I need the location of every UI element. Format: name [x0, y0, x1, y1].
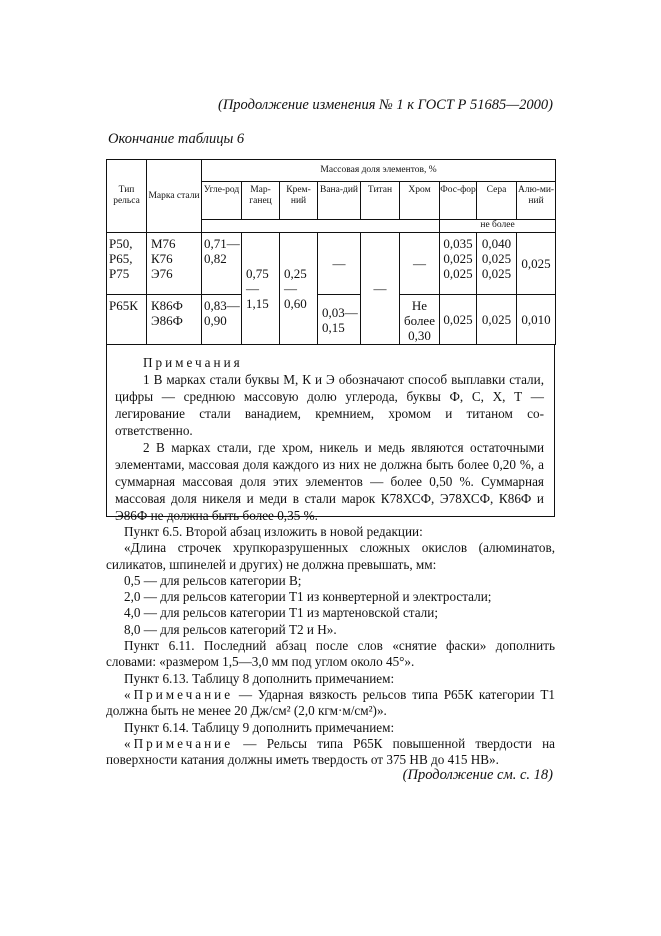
group1-types: Р50, Р65, Р75 — [107, 233, 147, 295]
group2-phosphorus: 0,025 — [440, 295, 477, 345]
col-sulfur: Сера — [477, 182, 517, 220]
col-type-header: Тип рельса — [107, 160, 147, 233]
col-titanium: Титан — [361, 182, 400, 220]
silicon-value: 0,25— 0,60 — [280, 233, 318, 345]
group1-sulfur: 0,040 0,025 0,025 — [477, 233, 517, 295]
group2-grades: К86Ф Э86Ф — [147, 295, 202, 345]
p65-heading: Пункт 6.5. Второй абзац изложить в новой редакции: — [124, 524, 423, 539]
group2-type: Р65К — [107, 295, 147, 345]
group1-aluminum: 0,025 — [517, 233, 556, 295]
notes-title: Примечания — [143, 355, 243, 370]
p613-note: «Примечание — Ударная вязкость рельсов типа Р65К категории Т1 должна быть не менее 20 Дж/см² (2,0 кгм·м/см²)». — [106, 686, 555, 719]
p65-item-3: 4,0 — для рельсов категории Т1 из мартеновской стали; — [124, 605, 438, 621]
group2-sulfur: 0,025 — [477, 295, 517, 345]
p613-heading: Пункт 6.13. Таблицу 8 дополнить примечанием: — [124, 670, 395, 686]
note-2: 2 В марках стали, где хром, никель и медь являются остаточными элементами, массовая доля каждого из них не должна быть более 0,20 %, а суммарная массовая доля этих элементов — более 0,50 %. Суммарная массовая доля никеля и меди в стали марок К78ХСФ, Э78ХСФ, К86Ф и Э86Ф не должна быть более 0,35 %. — [115, 440, 544, 523]
p65-text: «Длина строчек хрупкоразрушенных сложных окислов (алюминатов, силикатов, шпинелей и других) не должна превышать, мм: — [106, 540, 555, 572]
group2-carbon: 0,83— 0,90 — [202, 295, 242, 345]
p65-item-1: 0,5 — для рельсов категории В; — [124, 572, 302, 588]
amendment-text — [106, 524, 555, 768]
group1-carbon: 0,71— 0,82 — [202, 233, 242, 295]
p614-heading: Пункт 6.14. Таблицу 9 дополнить примечанием: — [124, 719, 395, 735]
col-vanadium: Вана-дий — [318, 182, 361, 220]
group1-grades: М76 К76 Э76 — [147, 233, 202, 295]
group2-chromium: Не более 0,30 — [400, 295, 440, 345]
not-more-label: не более — [440, 220, 556, 233]
col-manganese: Мар-ганец — [242, 182, 280, 220]
group2-vanadium: 0,03— 0,15 — [318, 295, 361, 345]
col-aluminum: Алю-ми-ний — [517, 182, 556, 220]
col-grade-header: Марка стали — [147, 160, 202, 233]
page-footer: (Продолжение см. с. 18) — [402, 767, 553, 783]
note-1: 1 В марках стали буквы М, К и Э обозначают способ выплавки стали, цифры — среднюю массовую долю углерода, буквы Ф, С, Х, Т — легирование стали ванадием, кремнием, хромом и титаном со-ответственно. — [115, 372, 544, 438]
composition-table — [106, 159, 556, 345]
group1-phosphorus: 0,035 0,025 0,025 — [440, 233, 477, 295]
table-notes — [106, 344, 555, 523]
group1-chromium: — — [400, 233, 440, 295]
col-phosphorus: Фос-фор — [440, 182, 477, 220]
page-header: (Продолжение изменения № 1 к ГОСТ Р 51685—2000) — [218, 97, 553, 113]
table-caption: Окончание таблицы 6 — [108, 131, 245, 147]
col-silicon: Крем-ний — [280, 182, 318, 220]
p65-item-2: 2,0 — для рельсов категории Т1 из конвертерной и электростали; — [124, 589, 492, 605]
p614-note: «Примечание — Рельсы типа Р65К повышенной твердости на поверхности катания должны иметь твердость от 375 НВ до 415 НВ». — [106, 735, 555, 768]
titanium-value: — — [361, 233, 400, 345]
p611-text: Пункт 6.11. Последний абзац после слов «снятие фаски» дополнить словами: «размером 1,5—3,0 мм под углом около 45°». — [106, 638, 555, 670]
col-group-header: Массовая доля элементов, % — [202, 160, 556, 182]
group2-aluminum: 0,010 — [517, 295, 556, 345]
col-carbon: Угле-род — [202, 182, 242, 220]
p65-item-4: 8,0 — для рельсов категорий Т2 и Н». — [124, 621, 337, 637]
col-chromium: Хром — [400, 182, 440, 220]
group1-vanadium: — — [318, 233, 361, 295]
manganese-value: 0,75— 1,15 — [242, 233, 280, 345]
